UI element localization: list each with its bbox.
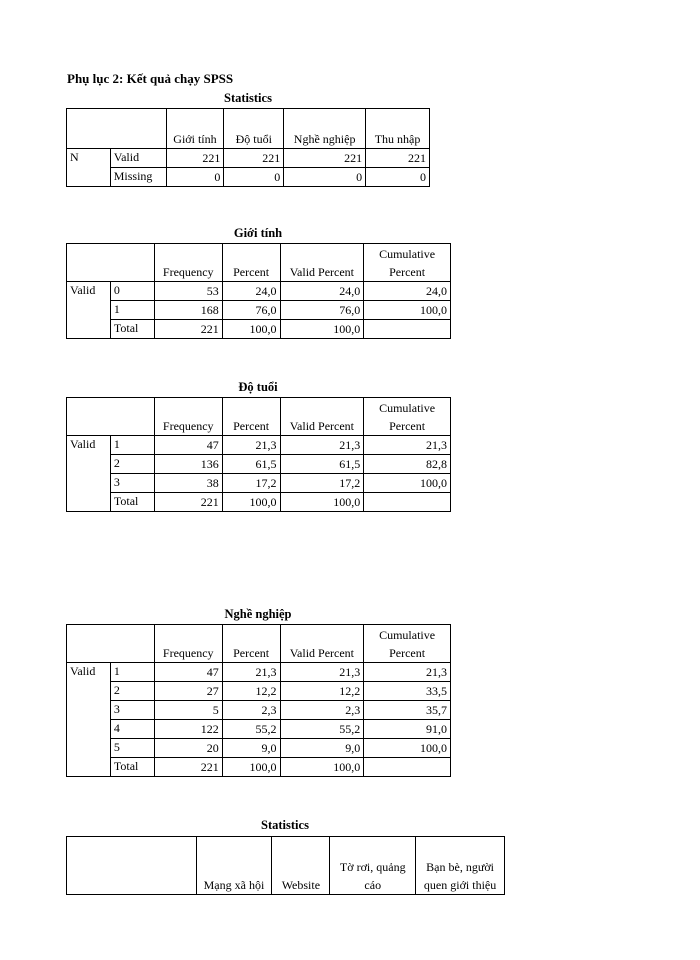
table-cell: 35,7 <box>364 701 451 720</box>
table-cell: 221 <box>154 758 222 777</box>
table-cell: 100,0 <box>280 758 364 777</box>
table-cell: 100,0 <box>280 320 364 339</box>
table-cell: 9,0 <box>280 739 364 758</box>
table-cell: 20 <box>154 739 222 758</box>
table-cell: 100,0 <box>222 320 280 339</box>
table-cell <box>364 493 451 512</box>
row-label: 2 <box>110 682 154 701</box>
stats1-table <box>66 108 430 187</box>
stats1-header: Nghề nghiệp <box>284 109 366 149</box>
table-cell: 100,0 <box>222 758 280 777</box>
table-cell: 0 <box>166 168 224 187</box>
age-row-group: Valid <box>67 436 111 512</box>
table-cell: 47 <box>154 663 222 682</box>
table-cell: 21,3 <box>222 663 280 682</box>
table-cell: 76,0 <box>280 301 364 320</box>
job-header: Valid Percent <box>280 625 364 663</box>
stats1-row-group: N <box>67 149 111 187</box>
age-header: Valid Percent <box>280 398 364 436</box>
row-label: 1 <box>110 301 154 320</box>
age-header: Cumulative Percent <box>364 398 451 436</box>
table-cell: 61,5 <box>280 455 364 474</box>
row-label: 2 <box>110 455 154 474</box>
age-header: Frequency <box>154 398 222 436</box>
row-label: Missing <box>110 168 166 187</box>
job-header: Percent <box>222 625 280 663</box>
gender-header: Valid Percent <box>280 244 364 282</box>
table-cell: 100,0 <box>222 493 280 512</box>
job-row-group: Valid <box>67 663 111 777</box>
stats2-header: Mạng xã hội <box>196 837 272 895</box>
table-cell: 2,3 <box>222 701 280 720</box>
table-cell: 17,2 <box>280 474 364 493</box>
table-cell: 91,0 <box>364 720 451 739</box>
table-cell: 221 <box>154 493 222 512</box>
table-cell: 221 <box>366 149 430 168</box>
gender-row-group: Valid <box>67 282 111 339</box>
table-cell: 76,0 <box>222 301 280 320</box>
table-cell: 24,0 <box>222 282 280 301</box>
table-cell: 55,2 <box>280 720 364 739</box>
stats1-corner <box>67 109 167 149</box>
row-label: 3 <box>110 474 154 493</box>
stats2-header: Bạn bè, người quen giới thiệu <box>416 837 505 895</box>
gender-header: Frequency <box>154 244 222 282</box>
row-label: 3 <box>110 701 154 720</box>
stats2-header: Tờ rơi, quảng cáo <box>330 837 416 895</box>
gender-header: Percent <box>222 244 280 282</box>
table-cell: 53 <box>154 282 222 301</box>
stats2-table <box>66 836 505 895</box>
table-cell: 61,5 <box>222 455 280 474</box>
row-label: Total <box>110 758 154 777</box>
gender-header: Cumulative Percent <box>364 244 451 282</box>
table-cell: 21,3 <box>364 663 451 682</box>
table-cell: 168 <box>154 301 222 320</box>
table-cell: 21,3 <box>222 436 280 455</box>
table-cell: 100,0 <box>364 739 451 758</box>
table-cell: 100,0 <box>364 474 451 493</box>
stats2-corner <box>67 837 197 895</box>
table-cell: 136 <box>154 455 222 474</box>
table-cell: 12,2 <box>222 682 280 701</box>
age-title: Độ tuổi <box>238 380 278 394</box>
row-label: 0 <box>110 282 154 301</box>
table-cell: 17,2 <box>222 474 280 493</box>
table-cell: 21,3 <box>280 663 364 682</box>
stats2-header: Website <box>272 837 330 895</box>
page-heading: Phụ lục 2: Kết quả chạy SPSS <box>67 71 234 86</box>
row-label: 1 <box>110 436 154 455</box>
stats1-header: Độ tuổi <box>224 109 284 149</box>
table-cell: 47 <box>154 436 222 455</box>
table-cell: 82,8 <box>364 455 451 474</box>
stats1-title: Statistics <box>224 91 272 105</box>
age-header: Percent <box>222 398 280 436</box>
age-corner <box>67 398 155 436</box>
table-cell: 221 <box>284 149 366 168</box>
stats2-title: Statistics <box>261 818 309 832</box>
table-cell: 24,0 <box>280 282 364 301</box>
table-cell: 33,5 <box>364 682 451 701</box>
job-corner <box>67 625 155 663</box>
job-title: Nghề nghiệp <box>224 607 292 621</box>
table-cell: 0 <box>284 168 366 187</box>
job-header: Frequency <box>154 625 222 663</box>
table-cell: 0 <box>366 168 430 187</box>
table-cell: 5 <box>154 701 222 720</box>
row-label: 5 <box>110 739 154 758</box>
table-cell: 2,3 <box>280 701 364 720</box>
table-cell: 12,2 <box>280 682 364 701</box>
row-label: 4 <box>110 720 154 739</box>
job-header: Cumulative Percent <box>364 625 451 663</box>
table-cell: 100,0 <box>364 301 451 320</box>
table-cell: 21,3 <box>364 436 451 455</box>
age-table <box>66 397 451 512</box>
gender-corner <box>67 244 155 282</box>
job-table <box>66 624 451 777</box>
table-cell: 221 <box>166 149 224 168</box>
row-label: Total <box>110 493 154 512</box>
table-cell: 122 <box>154 720 222 739</box>
table-cell: 55,2 <box>222 720 280 739</box>
table-cell: 0 <box>224 168 284 187</box>
table-cell: 21,3 <box>280 436 364 455</box>
gender-title: Giới tính <box>233 226 283 240</box>
table-cell <box>364 320 451 339</box>
table-cell: 38 <box>154 474 222 493</box>
table-cell <box>364 758 451 777</box>
table-cell: 24,0 <box>364 282 451 301</box>
row-label: 1 <box>110 663 154 682</box>
gender-table <box>66 243 451 339</box>
row-label: Valid <box>110 149 166 168</box>
table-cell: 27 <box>154 682 222 701</box>
table-cell: 9,0 <box>222 739 280 758</box>
stats1-header: Thu nhập <box>366 109 430 149</box>
table-cell: 221 <box>154 320 222 339</box>
stats1-header: Giới tính <box>166 109 224 149</box>
table-cell: 100,0 <box>280 493 364 512</box>
row-label: Total <box>110 320 154 339</box>
table-cell: 221 <box>224 149 284 168</box>
